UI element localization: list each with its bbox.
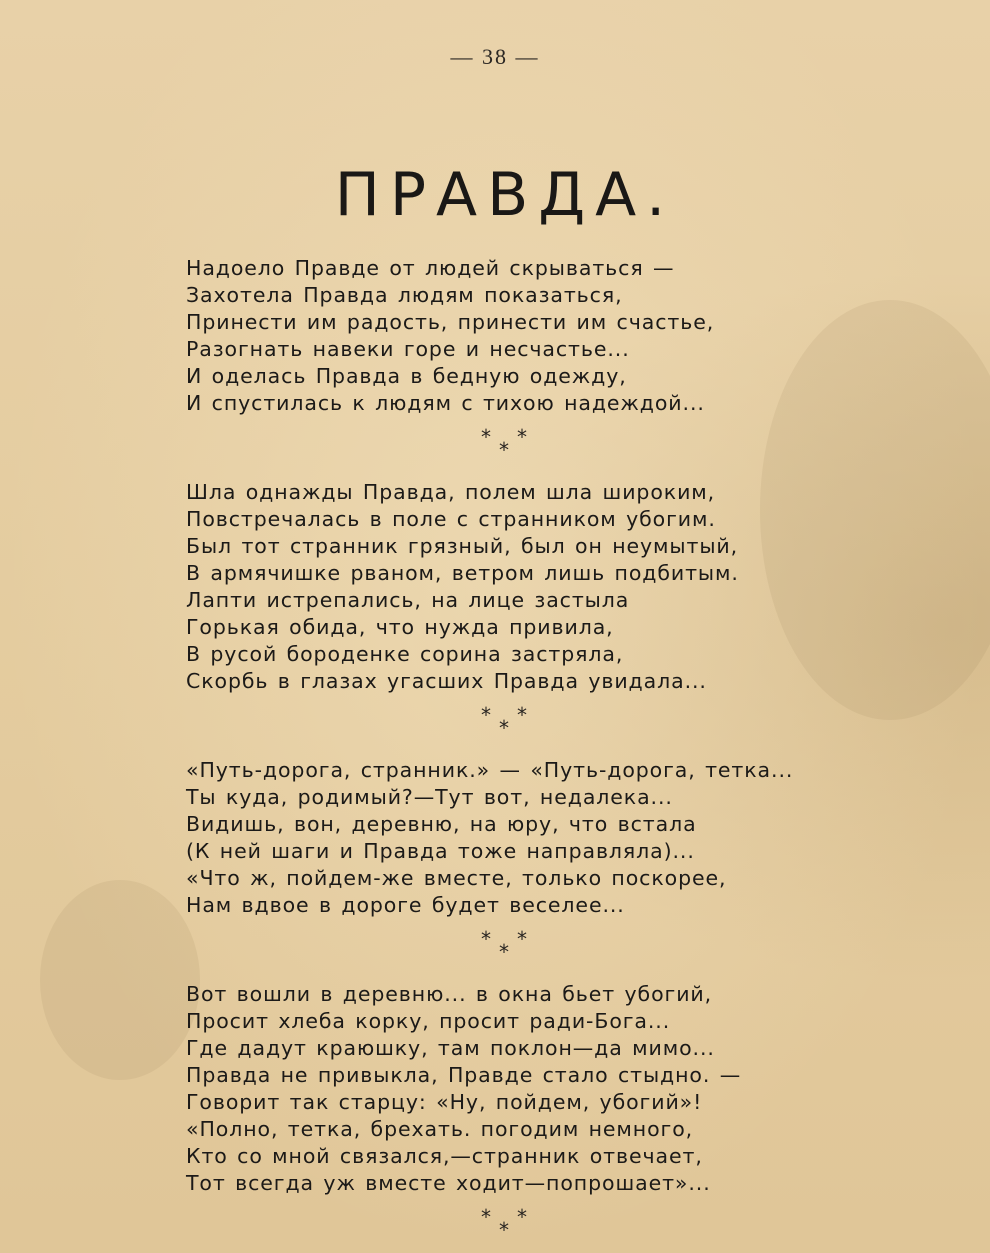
asterism-divider — [186, 919, 826, 981]
verse-line: В русой бороденке сорина застряла, — [186, 642, 624, 666]
verse-line: Говорит так старцу: «Ну, пойдем, убогий»! — [186, 1090, 703, 1114]
asterism-divider — [186, 417, 826, 479]
verse-line: Нам вдвое в дороге будет веселее... — [186, 893, 625, 917]
verse-line: «Путь-дорога, странник.» — «Путь-дорога, тетка... — [186, 758, 794, 782]
verse-line: Просит хлеба корку, просит ради-Бога... — [186, 1009, 671, 1033]
verse-line: «Что ж, пойдем-же вместе, только поскорее, — [186, 866, 727, 890]
verse-line: Был тот странник грязный, был он неумытый, — [186, 534, 739, 558]
asterisk: * — [517, 1205, 528, 1229]
paper-stain — [40, 880, 200, 1080]
verse-line: (К ней шаги и Правда тоже направляла)... — [186, 839, 695, 863]
asterisk: * — [499, 438, 510, 462]
asterism-divider — [186, 695, 826, 757]
verse-line: Захотела Правда людям показаться, — [186, 283, 623, 307]
verse-line: Вот вошли в деревню... в окна бьет убогий, — [186, 982, 713, 1006]
verse-line: Кто со мной связался,—странник отвечает, — [186, 1144, 703, 1168]
asterisk: * — [499, 940, 510, 964]
verse-line: Принести им радость, принести им счастье, — [186, 310, 715, 334]
stanza — [186, 479, 886, 695]
verse-line: Ты куда, родимый?—Тут вот, недалека... — [186, 785, 673, 809]
verse-line: Скорбь в глазах угасших Правда увидала... — [186, 669, 707, 693]
poem-title: ПРАВДА. — [334, 160, 676, 230]
stanza — [186, 981, 886, 1197]
verse-line: Надоело Правде от людей скрываться — — [186, 256, 675, 280]
verse-line: И оделась Правда в бедную одежду, — [186, 364, 627, 388]
verse-line: Горькая обида, что нужда привила, — [186, 615, 614, 639]
verse-line: В армячишке рваном, ветром лишь подбитым. — [186, 561, 739, 585]
asterisk: * — [517, 927, 528, 951]
asterisk: * — [481, 927, 492, 951]
verse-line: Лапти истрепались, на лице застыла — [186, 588, 630, 612]
stanza — [186, 757, 886, 919]
asterisk: * — [481, 1205, 492, 1229]
asterism-divider — [186, 1197, 826, 1253]
poem-body — [186, 255, 886, 1253]
asterisk: * — [481, 425, 492, 449]
asterisk: * — [517, 703, 528, 727]
asterisk: * — [499, 1218, 510, 1242]
asterisk: * — [481, 703, 492, 727]
asterisk: * — [517, 425, 528, 449]
page-number: — 38 — — [450, 44, 540, 69]
verse-line: Правда не привыкла, Правде стало стыдно. — — [186, 1063, 742, 1087]
verse-line: «Полно, тетка, брехать. погодим немного, — [186, 1117, 694, 1141]
verse-line: И спустилась к людям с тихою надеждой... — [186, 391, 705, 415]
verse-line: Видишь, вон, деревню, на юру, что встала — [186, 812, 697, 836]
stanza — [186, 255, 886, 417]
verse-line: Повстречалась в поле с странником убогим. — [186, 507, 716, 531]
verse-line: Шла однажды Правда, полем шла широким, — [186, 480, 716, 504]
verse-line: Разогнать навеки горе и несчастье... — [186, 337, 630, 361]
asterisk: * — [499, 716, 510, 740]
verse-line: Тот всегда уж вместе ходит—попрошает»... — [186, 1171, 711, 1195]
verse-line: Где дадут краюшку, там поклон—да мимо... — [186, 1036, 715, 1060]
